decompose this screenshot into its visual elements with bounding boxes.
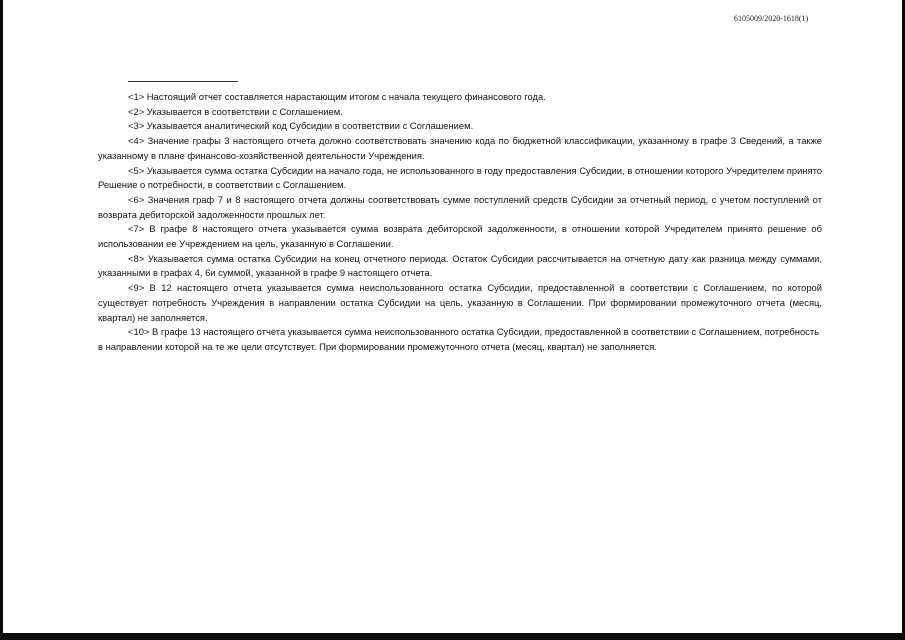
scan-left-border <box>0 0 3 640</box>
footnote-6: <6> Значения граф 7 и 8 настоящего отчета должны соответствовать сумме поступлений средств Субсидии за отчетный период, с учетом поступлений от возврата дебиторской задолженности прошлых лет. <box>98 193 822 220</box>
footnote-2: <2> Указывается в соответствии с Соглашением. <box>128 105 343 117</box>
footnote-5: <5> Указывается сумма остатка Субсидии на начало года, не использованного в году предоставления Субсидии, в отношении которого Учредителем принято Решение о потребности, в соответствии с Соглашением. <box>98 164 822 191</box>
footnote-1: <1> Настоящий отчет составляется нарастающим итогом с начала текущего финансового года. <box>128 91 546 102</box>
footnote-10: <10> В графе 13 настоящего отчета указывается сумма неиспользованного остатка Субсидии, предоставленной в соответствии с Соглашением, потребность в направлении которой на те же цели отсутствует. При формировании промежуточного отчета (месяц, квартал) не заполняется. <box>98 326 820 352</box>
footnote-4: <4> Значение графы 3 настоящего отчета должно соответствовать значению кода по бюджетной классификации, указанному в графе 3 Сведений, а также указанному в плане финансово-хозяйственной деятельности Учреждения. <box>98 135 822 161</box>
footnote-separator <box>128 81 238 82</box>
footnotes <box>98 90 822 355</box>
document-number: 6105009/2020-1618(1) <box>734 14 809 23</box>
scan-bottom-border <box>0 633 905 640</box>
footnote-3: <3> Указывается аналитический код Субсидии в соответствии с Соглашением. <box>128 120 474 132</box>
footnote-9: <9> В 12 настоящего отчета указывается сумма неиспользованного остатка Субсидии, предоставленной в соответствии с Соглашением, по которой существует потребность Учреждения в направлении остатка Субсидии на цель, указанную в Соглашении. При формировании промежуточного отчета (месяц, квартал) не заполняется. <box>98 282 822 323</box>
footnote-8: <8> Указывается сумма остатка Субсидии на конец отчетного периода. Остаток Субсидии рассчитывается на отчетную дату как разница между суммами, указанными в графах 4, 6и суммой, указанной в графе 9 настоящего отчета. <box>98 252 822 279</box>
footnote-7: <7> В графе 8 настоящего отчета указывается сумма возврата дебиторской задолженности, в отношении которой Учредителем принято решение об использовании ее Учреждением на цель, указанную в Соглашении. <box>98 223 822 250</box>
